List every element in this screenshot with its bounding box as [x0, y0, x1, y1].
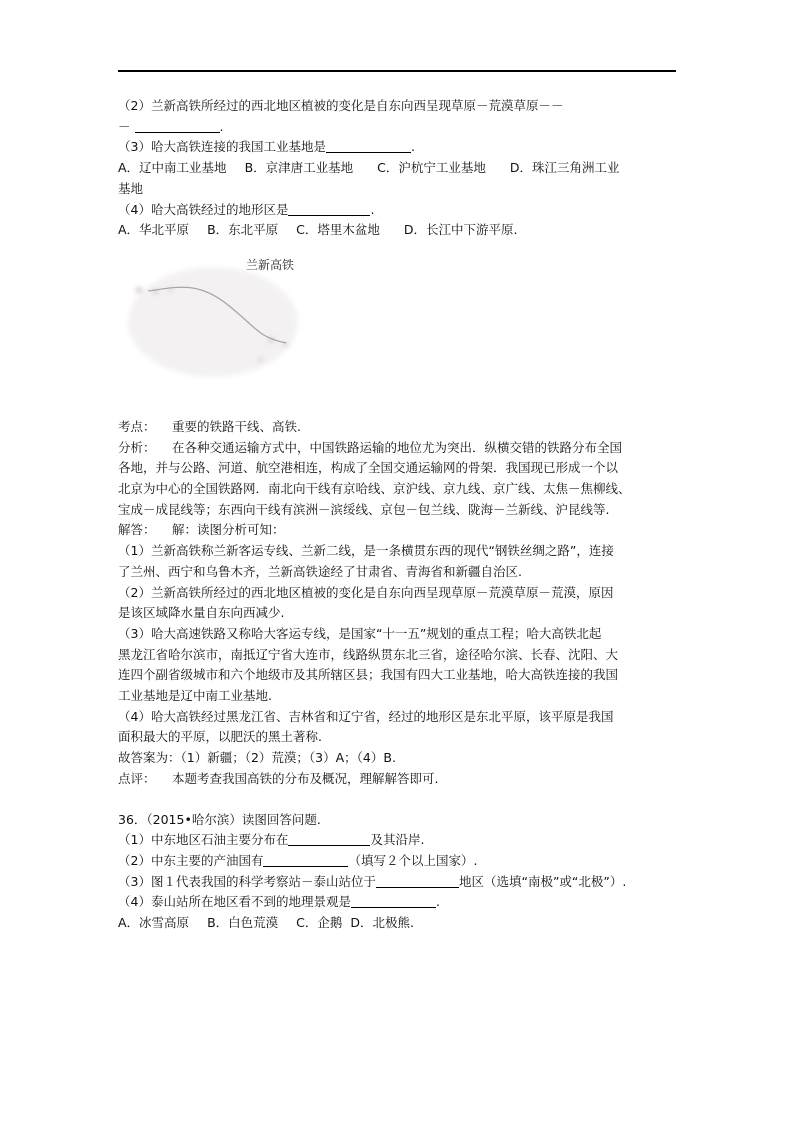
railway-map-image — [118, 247, 318, 417]
answer4-line-1: （4）哈大高铁经过黑龙江省、吉林省和辽宁省，经过的地形区是东北平原，该平原是我国 — [118, 708, 614, 724]
answer3-line-3: 连四个副省级城市和六个地级市及其所辖区县；我国有四大工业基地，哈大高铁连接的我国 — [118, 667, 619, 683]
q36-p2: （2）中东主要的产油国有 （填写２个以上国家）. — [118, 852, 478, 868]
fenxi-line-1: 分析： 在各种交通运输方式中，中国铁路运输的地位尤为突出．纵横交错的铁路分布全国 — [118, 439, 623, 455]
answer1-line-2: 了兰州、西宁和乌鲁木齐，兰新高铁途经了甘肃省、青海省和新疆自治区. — [118, 563, 522, 579]
final-answer-line: 故答案为：（1）新疆；（2）荒漠；（3）A；（4）B. — [118, 750, 396, 766]
answer-blank[interactable] — [351, 894, 436, 908]
answer3-line-1: （3）哈大高速铁路又称哈大客运专线，是国家“十一五”规划的重点工程；哈大高铁北起 — [118, 625, 602, 641]
jieda-line: 解答： 解：读图分析可知： — [118, 522, 285, 538]
q36-p1: （1）中东地区石油主要分布在 及其沿岸. — [118, 832, 425, 848]
q35-p4-options: A．华北平原 B．东北平原 C．塔里木盆地 D．长江中下游平原. — [118, 222, 518, 238]
header-rule — [118, 70, 676, 72]
answer-blank[interactable] — [263, 853, 348, 867]
q35-p3: （3）哈大高铁连接的我国工业基地是 . — [118, 139, 415, 155]
fenxi-line-3: 北京为中心的全国铁路网．南北向干线有京哈线、京沪线、京九线、京广线、太焦－焦柳线、 — [118, 481, 631, 497]
document-body — [118, 96, 678, 934]
answer3-line-2: 黑龙江省哈尔滨市，南抵辽宁省大连市，线路纵贯东北三省，途径哈尔滨、长春、沈阳、大 — [118, 646, 619, 662]
q35-p3-options: A．辽中南工业基地 B．京津唐工业基地 C．沪杭宁工业基地 D．珠江三角洲工业 — [118, 160, 620, 176]
railway-map-figure — [118, 247, 678, 417]
q35-p4: （4）哈大高铁经过的地形区是 . — [118, 201, 375, 217]
answer-blank[interactable] — [288, 832, 370, 846]
q36-title: 36．（2015•哈尔滨）读图回答问题. — [118, 811, 321, 827]
q35-p2-cont: － . — [118, 118, 224, 134]
answer-blank[interactable] — [135, 119, 220, 133]
answer-blank[interactable] — [376, 874, 459, 888]
q36-options: A．冰雪高原 B．白色荒漠 C．企鹅 D．北极熊. — [118, 915, 414, 931]
answer3-line-4: 工业基地是辽中南工业基地. — [118, 688, 272, 704]
answer-blank[interactable] — [288, 202, 370, 216]
answer2-line-2: 是该区域降水量自东向西减少. — [118, 605, 285, 621]
answer4-line-2: 面积最大的平原，以肥沃的黑土著称. — [118, 729, 322, 745]
answer-blank[interactable] — [326, 139, 411, 153]
map-label: 兰新高铁 — [246, 257, 295, 272]
dianping-line: 点评： 本题考查我国高铁的分布及概况，理解解答即可. — [118, 770, 439, 786]
q36-p4: （4）泰山站所在地区看不到的地理景观是 . — [118, 894, 440, 910]
fenxi-line-4: 宝成－成昆线等；东西向干线有滨洲－滨绥线、京包－包兰线、陇海－兰新线、沪昆线等. — [118, 501, 610, 517]
answer1-line-1: （1）兰新高铁称兰新客运专线、兰新二线，是一条横贯东西的现代“钢铁丝绸之路”，连接 — [118, 543, 614, 559]
q35-p3-options-cont: 基地 — [118, 180, 144, 196]
q36-p3: （3）图１代表我国的科学考察站－泰山站位于 地区（选填“南极”或“北极”）. — [118, 873, 627, 889]
q35-p2: （2）兰新高铁所经过的西北地区植被的变化是自东向西呈现草原－荒漠草原－－ — [118, 98, 564, 113]
answer2-line-1: （2）兰新高铁所经过的西北地区植被的变化是自东向西呈现草原－荒漠草原－荒漠，原因 — [118, 584, 614, 600]
fenxi-line-2: 各地，并与公路、河道、航空港相连，构成了全国交通运输网的骨架．我国现已形成一个以 — [118, 460, 619, 476]
kaodian-line: 考点： 重要的铁路干线、高铁. — [118, 418, 301, 434]
